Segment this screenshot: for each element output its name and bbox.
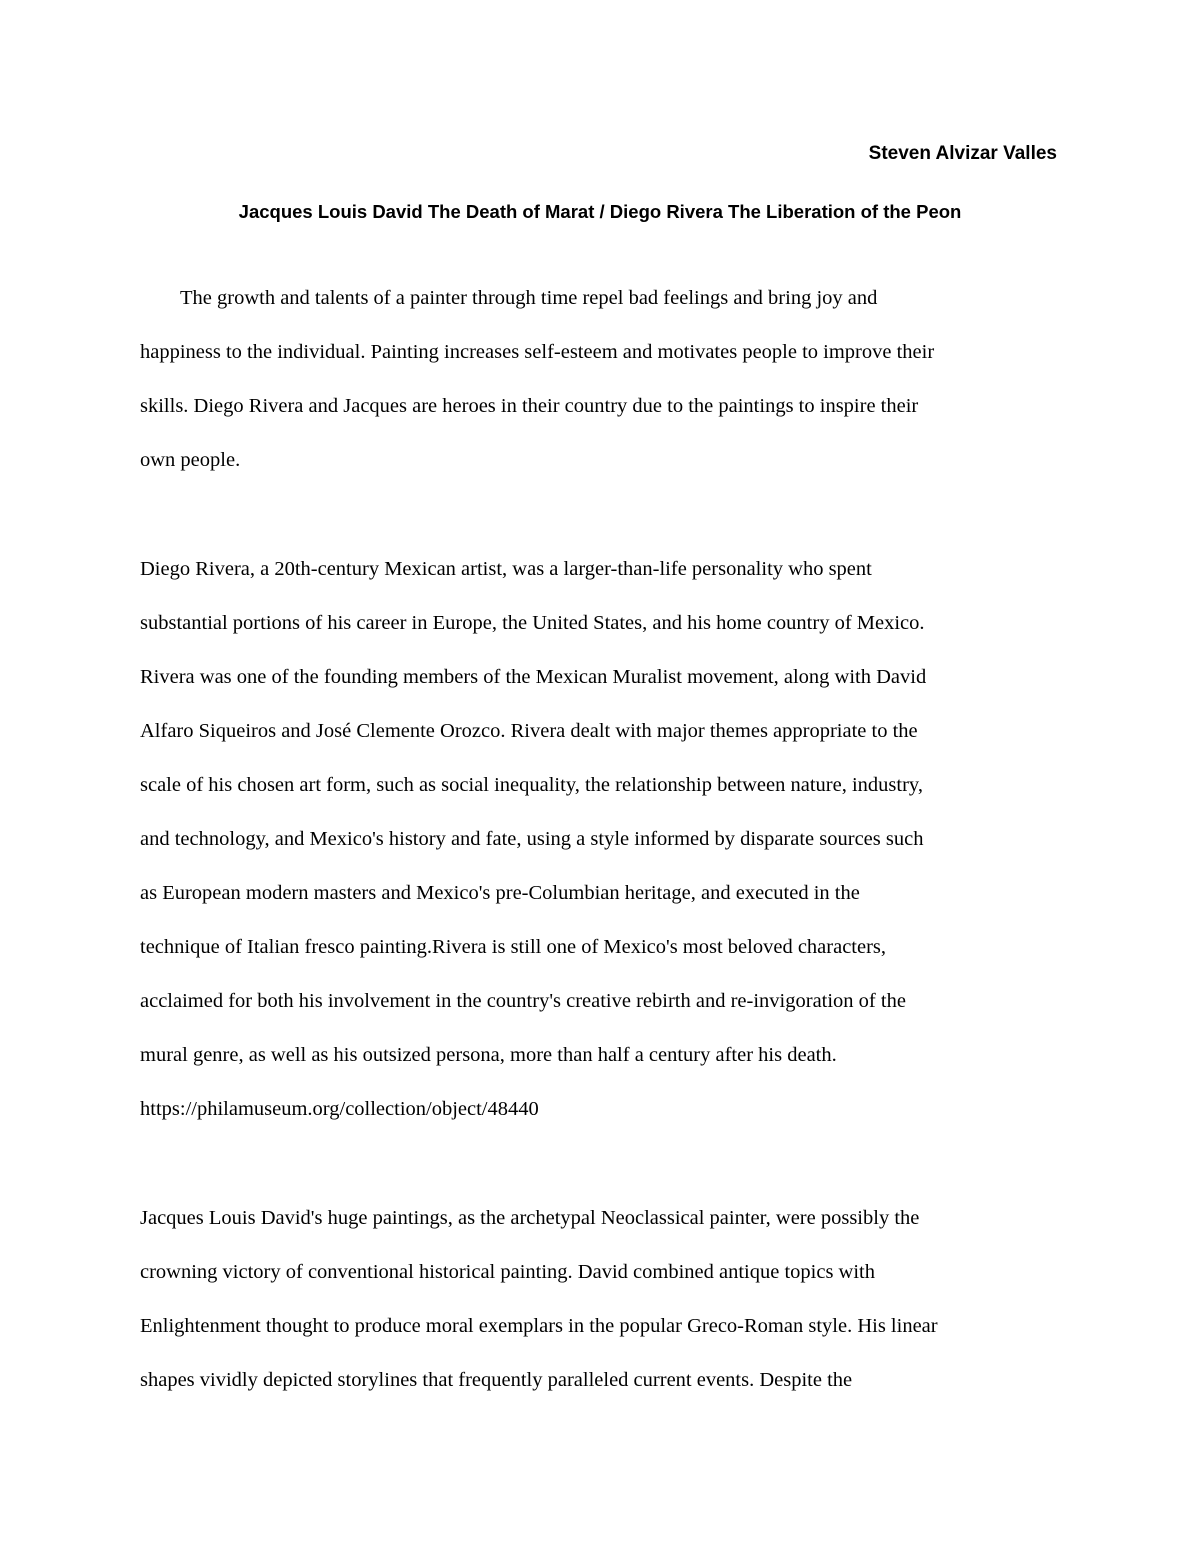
paragraph-line: Jacques Louis David's huge paintings, as the archetypal Neoclassical painter, were possibly the	[140, 1207, 920, 1229]
source-url: https://philamuseum.org/collection/object/48440	[140, 1098, 539, 1120]
paragraph-line: The growth and talents of a painter through time repel bad feelings and bring joy and	[180, 287, 878, 309]
paragraph-line: scale of his chosen art form, such as social inequality, the relationship between nature, industry,	[140, 774, 923, 796]
paragraph-line: acclaimed for both his involvement in the country's creative rebirth and re-invigoration of the	[140, 990, 906, 1012]
author-name: Steven Alvizar Valles	[868, 143, 1057, 164]
paragraph-line: as European modern masters and Mexico's pre-Columbian heritage, and executed in the	[140, 882, 860, 904]
paragraph-line: mural genre, as well as his outsized persona, more than half a century after his death.	[140, 1044, 837, 1066]
paragraph-line: Rivera was one of the founding members of the Mexican Muralist movement, along with David	[140, 666, 927, 688]
paragraph-line: and technology, and Mexico's history and fate, using a style informed by disparate sources such	[140, 828, 924, 850]
paragraph-line: Diego Rivera, a 20th-century Mexican artist, was a larger-than-life personality who spent	[140, 558, 872, 580]
paragraph-line: skills. Diego Rivera and Jacques are heroes in their country due to the paintings to inspire their	[140, 395, 919, 417]
paragraph-line: technique of Italian fresco painting.Rivera is still one of Mexico's most beloved characters,	[140, 936, 887, 958]
paragraph-rivera	[140, 542, 1080, 1136]
paragraph-line: Alfaro Siqueiros and José Clemente Orozco. Rivera dealt with major themes appropriate to the	[140, 720, 918, 742]
paragraph-line: happiness to the individual. Painting increases self-esteem and motivates people to improve their	[140, 341, 935, 363]
paragraph-intro	[140, 271, 1080, 487]
paragraph-david	[140, 1191, 1080, 1407]
paragraph-line: substantial portions of his career in Europe, the United States, and his home country of Mexico.	[140, 612, 925, 634]
paragraph-line: shapes vividly depicted storylines that frequently paralleled current events. Despite the	[140, 1369, 853, 1391]
paragraph-line: own people.	[140, 449, 241, 471]
paragraph-line: Enlightenment thought to produce moral exemplars in the popular Greco-Roman style. His linear	[140, 1315, 938, 1337]
paragraph-line: crowning victory of conventional historical painting. David combined antique topics with	[140, 1261, 875, 1283]
document-title: Jacques Louis David The Death of Marat / Diego Rivera The Liberation of the Peon	[238, 201, 962, 222]
